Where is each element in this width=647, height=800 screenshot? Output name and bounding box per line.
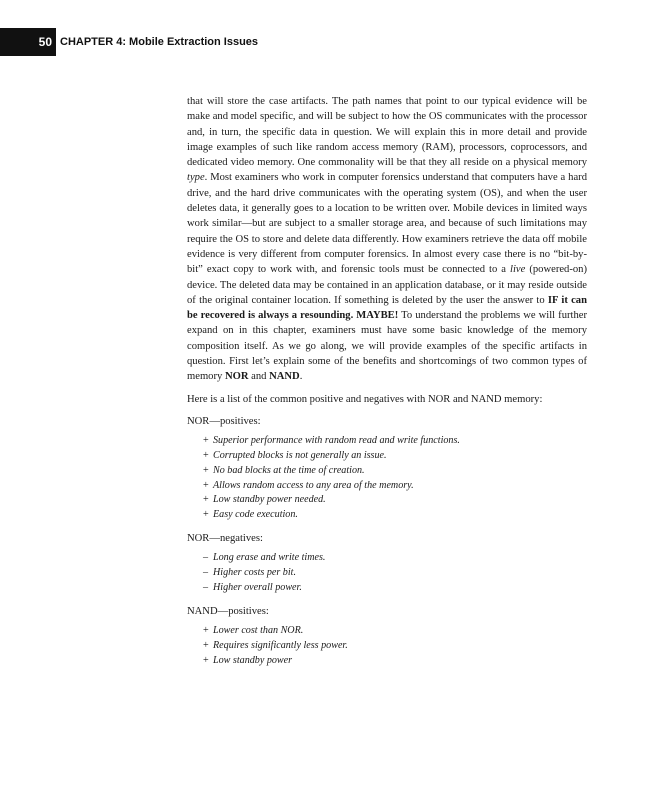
list-item-text: Low standby power [213,654,293,666]
list-item [203,493,587,508]
minus-icon: – [203,581,209,593]
plus-icon: + [203,639,209,651]
text-run: and [248,371,270,383]
text-run: To understand the problems we will further expand on in this chapter, examiners must have some basic knowledge of the memory composition itself. As we go along, we will provide examples of the specific artifacts in question. First let’s explain some of the benefits and shortcomings of two common types of memory [187,310,587,383]
list-item-text: Higher overall power. [213,581,302,593]
list-item [203,449,587,464]
list-item-text: Allows random access to any area of the memory. [213,479,414,491]
list-item [203,639,587,654]
nand-positives-list [187,624,587,668]
text-run: type [187,172,205,184]
nor-negatives-list [187,551,587,595]
list-item-text: Long erase and write times. [213,552,326,564]
text-run: that will store the case artifacts. The path names that point to our typical evidence will be make and model specific, and will be subject to how the OS communicates with the processor and, in turn, the specific data in question. We will explain this in more detail and provide image examples of such like random access memory (RAM), processors, coprocessors, and dedicated video memory. One commonality will be that they all reside on a physical memory [187,96,587,169]
nand-positives-heading: NAND—positives: [187,605,269,617]
list-item [203,464,587,479]
plus-icon: + [203,625,209,636]
text-run: NAND [269,371,300,383]
list-item-text: Superior performance with random read and write functions. [213,435,460,447]
list-item [203,508,587,523]
plus-icon: + [203,464,209,476]
chapter-title: CHAPTER 4: Mobile Extraction Issues [60,36,259,48]
nor-positives-list [187,434,587,523]
text-run: . Most examiners who work in computer forensics understand that computers have a hard drive, and the hard drive communicates with the operating system (OS), and when the user deletes data, it generally goes to a location to be written over. Mobile devices in limited ways work similar—but are subject to a smaller storage area, and because of such limitations may require the OS to store and delete data differently. How examiners retrieve the data off mobile evidence is very different from computer forensics. In almost every case there is no “bit-by-bit” exact copy to work with, and forensic tools must be connected to a [187,172,587,276]
list-item [203,479,587,494]
list-item-text: Lower cost than NOR. [213,625,304,636]
list-item-text: Easy code execution. [213,509,298,521]
plus-icon: + [203,509,209,521]
minus-icon: – [203,567,209,579]
list-item [203,551,587,566]
text-run: IF it can be recovered is always a resounding. MAYBE! [187,294,587,322]
list-item-text: Higher costs per bit. [213,567,296,579]
list-item-text: Low standby power needed. [213,494,326,506]
running-header [0,28,647,56]
list-item-text: Corrupted blocks is not generally an issue. [213,450,387,462]
text-run: . [299,371,303,383]
list-item [203,434,587,449]
plus-icon: + [203,435,209,447]
text-run: (powered-on) device. The deleted data may be contained in an application database, or it may reside outside of the original container location. If something is deleted by the user the answer to [187,264,587,306]
plus-icon: + [203,654,209,666]
list-item [203,566,587,581]
minus-icon: – [203,552,209,564]
page-number: 50 [0,28,56,56]
body-text [187,94,587,676]
list-item [203,624,587,639]
paragraph-main [187,94,587,385]
plus-icon: + [203,479,209,491]
plus-icon: + [203,494,209,506]
text-run: live [510,264,526,276]
paragraph-intro-list: Here is a list of the common positive and negatives with NOR and NAND memory: [187,393,543,405]
list-item [203,581,587,596]
list-item [203,654,587,669]
list-item-text: Requires significantly less power. [213,639,348,651]
nor-negatives-heading: NOR—negatives: [187,533,263,545]
text-run: NOR [224,371,249,383]
plus-icon: + [203,450,209,462]
list-item-text: No bad blocks at the time of creation. [213,464,365,476]
nor-positives-heading: NOR—positives: [187,415,261,427]
